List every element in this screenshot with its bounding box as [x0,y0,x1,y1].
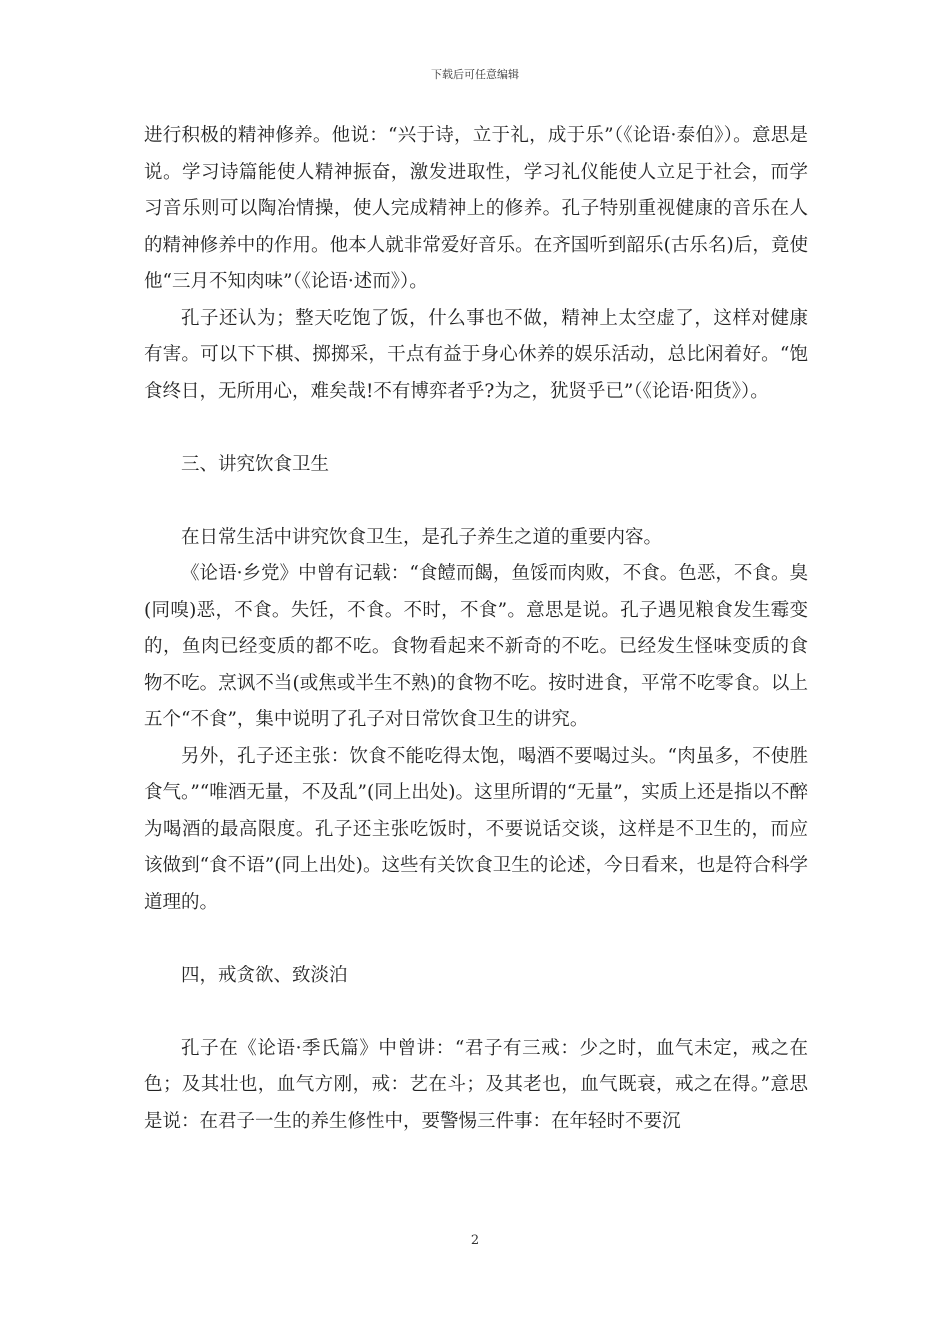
paragraph: 另外，孔子还主张：饮食不能吃得太饱，喝酒不要喝过头。“肉虽多，不使胜食气。”“唯酒无量，不及乱”(同上出处)。这里所谓的“无量”，实质上还是指以不醉为喝酒的最高限度。孔子还主张吃饭时，不要说话交谈，这样是不卫生的，而应该做到“食不语”(同上出处)。这些有关饮食卫生的论述，今日看来，也是符合科学道理的。 [144,745,808,913]
paragraph: 孔子在《论语·季氏篇》中曾讲：“君子有三戒：少之时，血气未定，戒之在色；及其壮也，血气方刚，戒：艺在斗；及其老也，血气既衰，戒之在得。”意思是说：在君子一生的养生修性中，要警惕三件事：在年轻时不要沉 [144,1037,808,1132]
page-number: 2 [470,1233,480,1248]
section-heading: 三、讲究饮食卫生 [181,453,330,475]
page-body [144,118,808,1140]
paragraph: 《论语·乡党》中曾有记载：“食饐而餲，鱼馁而肉败，不食。色恶，不食。臭(同嗅)恶，不食。失饪，不食。不时，不食”。意思是说。孔子遇见粮食发生霉变的，鱼肉已经变质的都不吃。食物看起来不新奇的不吃。已经发生怪味变质的食物不吃。烹讽不当(或焦或半生不熟)的食物不吃。按时进食，平常不吃零食。以上五个“不食”，集中说明了孔子对日常饮食卫生的讲究。 [144,563,808,730]
paragraph: 孔子还认为；整天吃饱了饭，什么事也不做，精神上太空虚了，这样对健康有害。可以下下棋、掷掷采，干点有益于身心休养的娱乐活动，总比闲着好。“饱食终日，无所用心，难矣哉!不有博弈者乎?为之，犹贤乎已”（《论语·阳货》）。 [144,307,808,402]
paragraph: 在日常生活中讲究饮食卫生，是孔子养生之道的重要内容。 [181,526,663,548]
section-heading: 四，戒贪欲、致淡泊 [181,964,348,986]
page-header: 下载后可任意编辑 [431,68,519,81]
paragraph: 进行积极的精神修养。他说：“兴于诗，立于礼，成于乐”（《论语·泰伯》）。意思是说。学习诗篇能使人精神振奋，激发进取性，学习礼仪能使人立足于社会，而学习音乐则可以陶冶情操，使人完成精神上的修养。孔子特别重视健康的音乐在人的精神修养中的作用。他本人就非常爱好音乐。在齐国听到韶乐(古乐名)后，竟使他“三月不知肉味”（《论语·述而》）。 [144,125,808,292]
